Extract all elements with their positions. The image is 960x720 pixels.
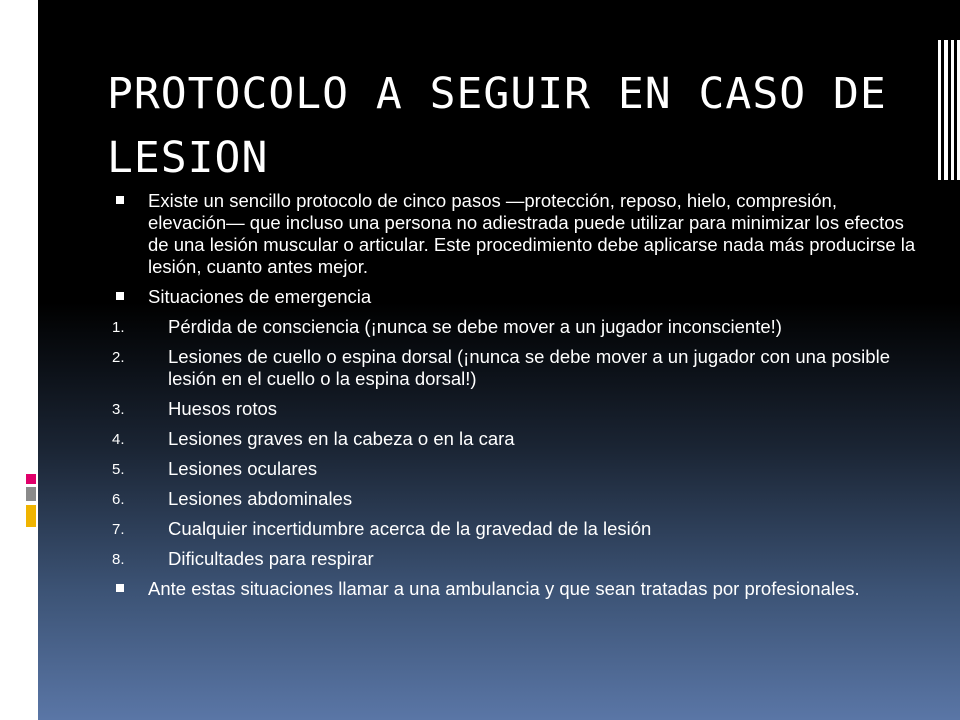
slide-title: PROTOCOLO A SEGUIR EN CASO DE LESION (107, 69, 887, 183)
decorative-bars (938, 40, 960, 180)
accent-mark-yellow (26, 505, 36, 527)
square-bullet-icon (116, 584, 124, 592)
item-number: 7. (112, 521, 125, 538)
numbered-item (110, 458, 920, 480)
numbered-item (110, 428, 920, 450)
item-text: Huesos rotos (168, 398, 277, 419)
left-white-strip (0, 0, 38, 720)
numbered-item (110, 548, 920, 570)
bullet-item (110, 286, 920, 308)
item-number: 6. (112, 491, 125, 508)
bullet-item (110, 190, 920, 278)
item-text: Cualquier incertidumbre acerca de la gravedad de la lesión (168, 518, 652, 539)
numbered-item (110, 518, 920, 540)
numbered-item (110, 398, 920, 420)
item-number: 1. (112, 319, 125, 336)
item-text: Lesiones de cuello o espina dorsal (¡nunca se debe mover a un jugador con una posible lesión en el cuello o la espina dorsal!) (168, 346, 890, 389)
numbered-item (110, 316, 920, 338)
numbered-item (110, 346, 920, 390)
bullet-text: Situaciones de emergencia (148, 286, 372, 307)
square-bullet-icon (116, 292, 124, 300)
slide-content (110, 190, 920, 608)
item-number: 5. (112, 461, 125, 478)
decorative-bar (951, 40, 954, 180)
item-number: 2. (112, 349, 125, 366)
bullet-text: Existe un sencillo protocolo de cinco pasos —protección, reposo, hielo, compresión, elevación— que incluso una persona no adiestrada puede utilizar para minimizar los efectos de una lesión muscular o articular. Este procedimiento debe aplicarse nada más producirse la lesión, cuanto antes mejor. (148, 190, 916, 277)
square-bullet-icon (116, 196, 124, 204)
bullet-text: Ante estas situaciones llamar a una ambulancia y que sean tratadas por profesionales. (148, 578, 860, 599)
bullet-item (110, 578, 920, 600)
item-text: Lesiones abdominales (168, 488, 353, 509)
item-number: 8. (112, 551, 125, 568)
item-number: 4. (112, 431, 125, 448)
item-text: Pérdida de consciencia (¡nunca se debe mover a un jugador inconsciente!) (168, 316, 782, 337)
numbered-item (110, 488, 920, 510)
item-text: Lesiones oculares (168, 458, 318, 479)
accent-mark-gray (26, 487, 36, 501)
accent-mark-pink (26, 474, 36, 484)
item-text: Dificultades para respirar (168, 548, 374, 569)
decorative-bar (938, 40, 941, 180)
decorative-bar (944, 40, 948, 180)
item-text: Lesiones graves en la cabeza o en la cara (168, 428, 515, 449)
item-number: 3. (112, 401, 125, 418)
